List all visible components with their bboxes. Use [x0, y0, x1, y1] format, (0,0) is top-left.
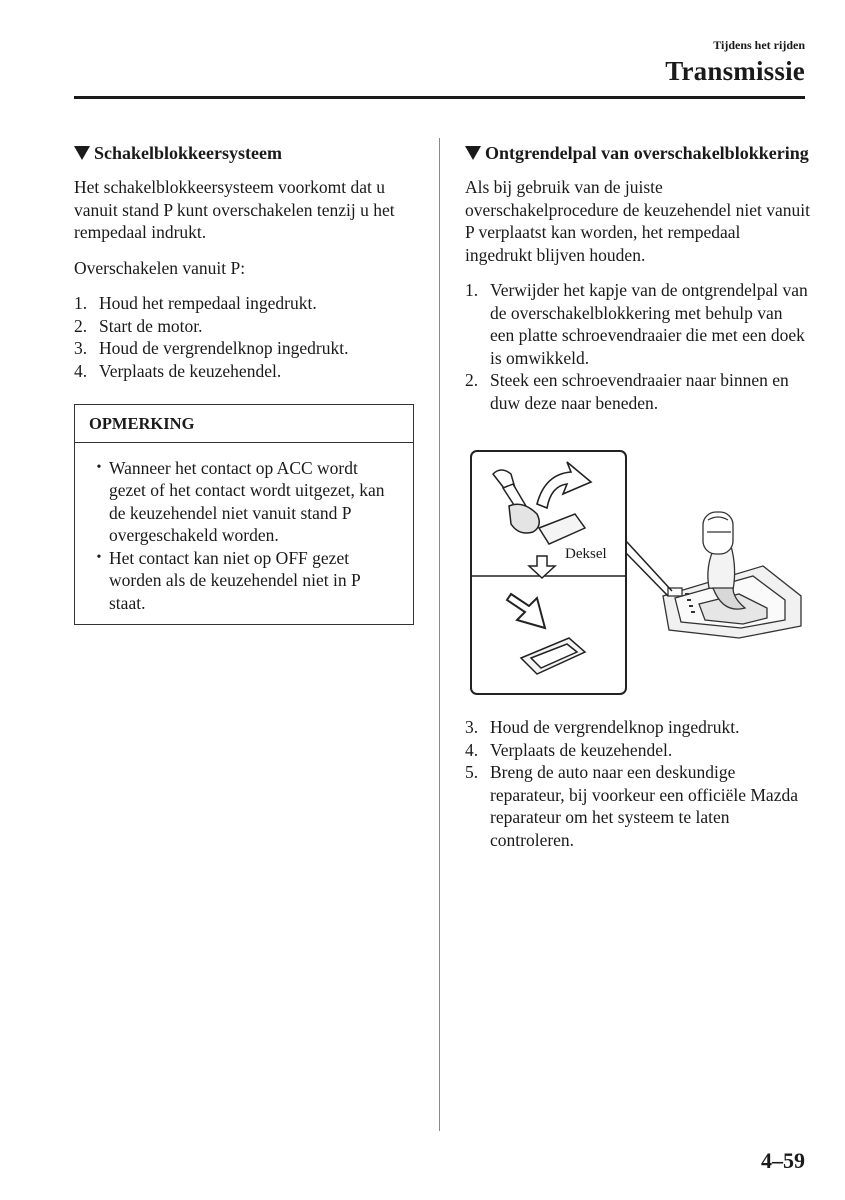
list-item: 2. Steek een schroevendraaier naar binnen en duw deze naar beneden. [465, 370, 789, 413]
bullet-icon: • [96, 549, 102, 565]
paragraph-subintro: Overschakelen vanuit P: [74, 257, 246, 278]
list-item: 2. Start de motor. [74, 315, 203, 336]
list-item: 4. Verplaats de keuzehendel. [465, 739, 673, 760]
page-title: Transmissie [665, 56, 805, 86]
list-item: 4. Verplaats de keuzehendel. [74, 360, 282, 381]
steps-list-continued [465, 716, 810, 851]
list-item: 3. Houd de vergrendelknop ingedrukt. [465, 717, 740, 737]
column-divider [439, 138, 440, 1131]
section-heading-release: Ontgrendelpal van overschakelblokkering [465, 142, 810, 164]
paragraph-intro: Als bij gebruik van de juiste overschakelprocedure de keuzehendel niet vanuit P verplaatst kan worden, het rempedaal ingedrukt blijven houden. [465, 177, 810, 265]
list-item: 1. Verwijder het kapje van de ontgrendelpal van de overschakelblokkering met behulp van een platte schroevendraaier die met een doek is omwikkeld. [465, 280, 808, 368]
note-box [74, 404, 414, 625]
steps-list [465, 279, 810, 414]
triangle-marker-icon [465, 146, 481, 160]
illustration-svg [463, 448, 803, 698]
list-item: 5. Breng de auto naar een deskundige reparateur, bij voorkeur een officiële Mazda reparateur om het systeem te laten controleren. [465, 762, 798, 850]
list-item: 1. Houd het rempedaal ingedrukt. [74, 293, 317, 313]
note-title: OPMERKING [75, 405, 413, 443]
list-item: • Wanneer het contact op ACC wordt gezet of het contact wordt uitgezet, kan de keuzehendel niet vanuit stand P overgeschakeld worden. [89, 457, 399, 547]
list-item: • Het contact kan niet op OFF gezet worden als de keuzehendel niet in P staat. [89, 547, 399, 615]
header-divider [74, 96, 805, 99]
section-heading-shift-lock: Schakelblokkeersysteem [74, 142, 414, 164]
list-item: 3. Houd de vergrendelknop ingedrukt. [74, 338, 349, 358]
right-column [465, 142, 810, 851]
page-number: 4–59 [761, 1148, 805, 1173]
leader-line [626, 541, 672, 591]
steps-list [74, 292, 414, 382]
section-header: Tijdens het rijden [713, 38, 805, 52]
paragraph-intro: Het schakelblokkeersysteem voorkomt dat u vanuit stand P kunt overschakelen tenzij u het rempedaal indrukt. [74, 177, 395, 242]
shift-lock-release-illustration [463, 448, 803, 698]
bullet-icon: • [96, 459, 102, 475]
left-column [74, 142, 414, 625]
triangle-marker-icon [74, 146, 90, 160]
figure-label-cover: Deksel [565, 546, 607, 562]
shifter-console-drawing [663, 512, 801, 638]
